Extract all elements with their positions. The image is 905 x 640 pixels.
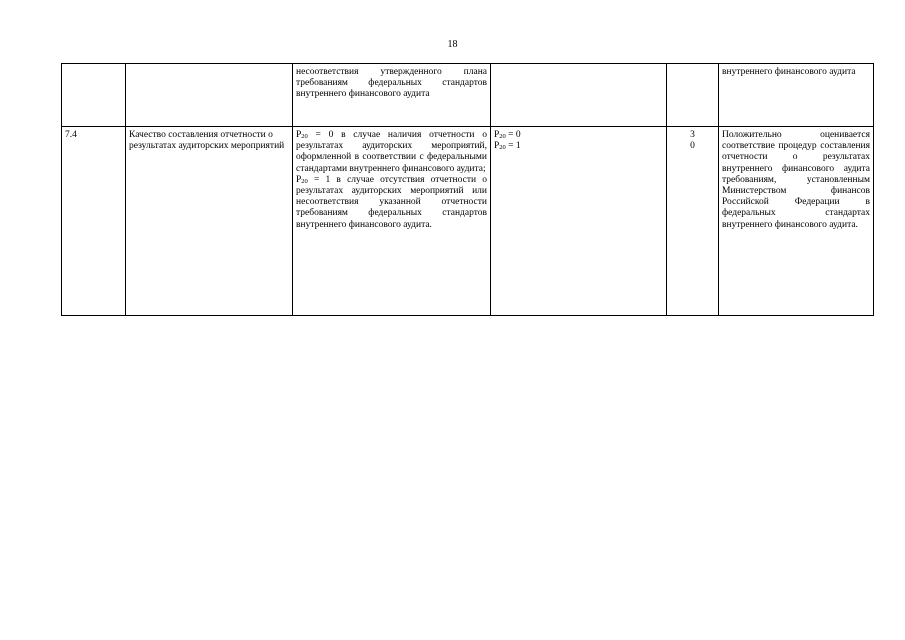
formula-symbol: P <box>296 174 302 185</box>
page-number: 18 <box>447 39 458 50</box>
criteria-table <box>61 63 874 316</box>
criterion-name-cell <box>126 64 293 127</box>
formula-cell <box>293 127 491 316</box>
points-cell <box>667 127 719 316</box>
formula-text: = 1 в случае отсутствия отчетности о результатах аудиторских мероприятий или несоответствия указанной отчетности требованиям федеральных стандартов внутреннего финансового аудита. <box>296 174 487 230</box>
formula-subscript: 20 <box>301 133 308 140</box>
values-cell <box>491 64 667 127</box>
formula-symbol: P <box>296 130 302 140</box>
value-text: = 1 <box>505 141 521 152</box>
formula-subscript: 20 <box>301 177 308 185</box>
table-row <box>62 64 874 127</box>
points-value: 3 <box>690 130 695 140</box>
value-line <box>494 141 663 152</box>
formula-text: = 0 в случае наличия отчетности о результатах аудиторских мероприятий, оформленной в соответствии с федеральными стандартами внутреннего финансового аудита; <box>296 130 487 174</box>
value-text: = 0 <box>505 130 521 140</box>
row-number-cell: 7.4 <box>62 127 126 316</box>
value-subscript: 20 <box>499 144 506 152</box>
value-subscript: 20 <box>499 133 506 140</box>
criterion-name-cell: Качество составления отчетности о результатах аудиторских мероприятий <box>126 127 293 316</box>
value-symbol: P <box>494 141 500 152</box>
description-cell: Положительно оценивается соответствие процедур составления отчетности о результатах внутреннего финансового аудита требованиям, установленным Министерством финансов Российской Федерации в федеральных стандартах внутреннего финансового аудита. <box>719 127 874 316</box>
table-row <box>62 127 874 316</box>
points-cell <box>667 64 719 127</box>
values-cell <box>491 127 667 316</box>
row-number-cell <box>62 64 126 127</box>
formula-case-2 <box>296 175 487 230</box>
formula-case-1 <box>296 130 487 174</box>
value-line <box>494 130 663 141</box>
description-cell: внутреннего финансового аудита <box>719 64 874 127</box>
points-value: 0 <box>690 141 695 152</box>
value-symbol: P <box>494 130 500 140</box>
formula-cell: несоответствия утвержденного плана требованиям федеральных стандартов внутреннего финансового аудита <box>293 64 491 127</box>
